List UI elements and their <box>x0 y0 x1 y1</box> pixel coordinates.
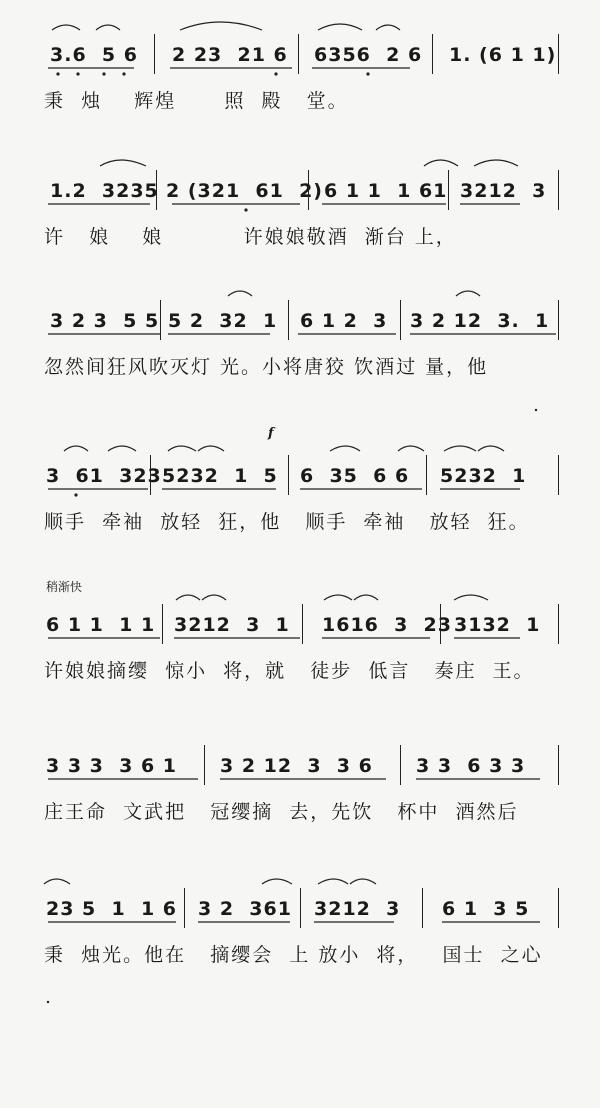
measure-5-3: 1616 3 23 <box>322 614 453 636</box>
lyric-line-3: 忽然间狂风吹灭灯 光。小将唐狡 饮酒过 量，他 <box>44 356 489 378</box>
measure-2-1: 1.2 3235 <box>50 180 159 202</box>
lyric-line-5: 许娘娘摘缨 惊小 将，就 徒步 低言 奏庄 王。 <box>44 660 535 682</box>
lyric-line-1: 秉 烛 辉煌 照 殿 堂。 <box>44 90 349 112</box>
lyric-line-6: 庄王命 文武把 冠缨摘 去，先饮 杯中 酒然后 <box>44 801 519 823</box>
measure-4-3: 6 35 6 6 <box>300 465 410 487</box>
measure-7-1: 23 5 1 1 6 <box>46 898 178 920</box>
tempo-marking: 稍渐快 <box>46 580 83 594</box>
measure-7-3: 3212 3 <box>314 898 401 920</box>
measure-1-3: 6356 2 6 <box>314 44 423 66</box>
measure-1-4: 1. (6 1 1) <box>449 44 557 66</box>
measure-2-3: 6 1 1 1 61 <box>324 180 448 202</box>
measure-6-3: 3 3 6 3 3 <box>416 755 526 777</box>
measure-4-4: 5232 1 <box>440 465 527 487</box>
measure-4-1: 3 61 323 <box>46 465 162 487</box>
measure-2-2: 2 (321 61 2) <box>166 180 323 202</box>
measure-3-3: 6 1 2 3 <box>300 310 388 332</box>
dynamic-marking: f <box>268 426 274 441</box>
measure-7-4: 6 1 3 5 <box>442 898 530 920</box>
measure-3-2: 5 2 32 1 <box>168 310 278 332</box>
measure-3-4: 3 2 12 3. 1 <box>410 310 550 332</box>
measure-2-4: 3212 3 <box>460 180 547 202</box>
measure-7-2: 3 2 361 <box>198 898 292 920</box>
measure-1-1: 3.6 5 6 <box>50 44 138 66</box>
lyric-line-7: 秉 烛光。他在 摘缨会 上 放小 将， 国士 之心 <box>44 944 543 966</box>
measure-5-2: 3212 3 1 <box>174 614 290 636</box>
lyric-line-4: 顺手 牵袖 放轻 狂，他 顺手 牵袖 放轻 狂。 <box>44 511 530 533</box>
measure-6-1: 3 3 3 3 6 1 <box>46 755 178 777</box>
measure-3-1: 3 2 3 5 5 <box>50 310 160 332</box>
measure-4-2: 5232 1 5 <box>162 465 278 487</box>
measure-5-1: 6 1 1 1 1 <box>46 614 156 636</box>
measure-5-4: 3132 1 <box>454 614 541 636</box>
lyric-line-2: 许 娘 娘 许娘娘敬酒 渐台 上， <box>44 226 457 248</box>
measure-6-2: 3 2 12 3 3 6 <box>220 755 373 777</box>
measure-1-2: 2 23 21 6 <box>172 44 288 66</box>
